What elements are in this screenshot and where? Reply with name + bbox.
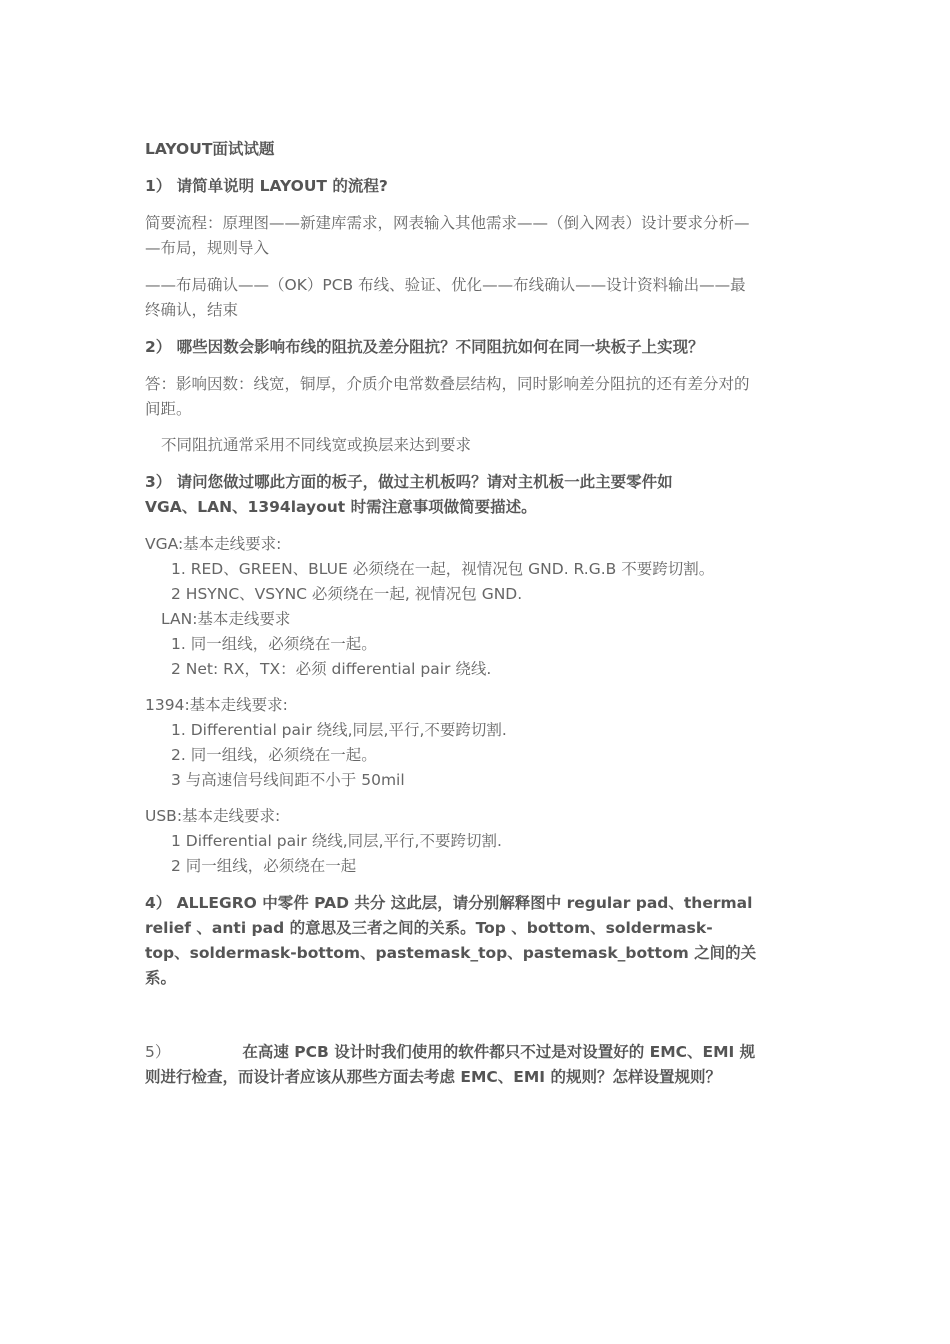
question-4-line: relief 、anti pad 的意思及三者之间的关系。Top 、bottom、soldermask- [145, 919, 713, 937]
question-5-line: 则进行检查，而设计者应该从那些方面去考虑 EMC、EMI 的规则？怎样设置规则？ [145, 1068, 721, 1086]
answer-1-line: 简要流程：原理图——新建库需求，网表输入其他需求——（倒入网表）设计要求分析— [145, 214, 750, 232]
ieee1394-item: 2. 同一组线，必须绕在一起。 [171, 746, 377, 764]
question-4-line: top、soldermask-bottom、pastemask_top、pastemask_bottom 之间的关 [145, 944, 757, 962]
question-1: 1） 请简单说明 LAYOUT 的流程? [145, 177, 388, 195]
answer-1-line: 终确认，结束 [145, 301, 239, 319]
vga-item: 2 HSYNC、VSYNC 必须绕在一起, 视情况包 GND. [171, 585, 523, 603]
lan-item: 2 Net: RX，TX：必须 differential pair 绕线. [171, 660, 492, 678]
answer-2-line: 答：影响因数：线宽，铜厚，介质介电常数叠层结构，同时影响差分阻抗的还有差分对的 [145, 375, 750, 393]
ieee1394-heading: 1394:基本走线要求: [145, 696, 288, 714]
answer-1-line: ——布局确认——（OK）PCB 布线、验证、优化——布线确认——设计资料输出——最 [145, 276, 746, 294]
lan-item: 1. 同一组线，必须绕在一起。 [171, 635, 377, 653]
question-3-line: 3） 请问您做过哪此方面的板子，做过主机板吗？请对主机板一此主要零件如 [145, 473, 673, 491]
usb-heading: USB:基本走线要求: [145, 807, 281, 825]
usb-item: 1 Differential pair 绕线,同层,平行,不要跨切割. [171, 832, 502, 850]
question-3-line: VGA、LAN、1394layout 时需注意事项做简要描述。 [145, 498, 537, 516]
vga-heading: VGA:基本走线要求: [145, 535, 282, 553]
answer-2-extra: 不同阻抗通常采用不同线宽或换层来达到要求 [161, 436, 472, 454]
vga-item: 1. RED、GREEN、BLUE 必须绕在一起，视情况包 GND. R.G.B 不要跨切割。 [171, 560, 715, 578]
lan-heading: LAN:基本走线要求 [161, 610, 291, 628]
question-4-line: 系。 [145, 969, 177, 987]
question-5-text: 在高速 PCB 设计时我们使用的软件都只不过是对设置好的 EMC、EMI 规 [242, 1043, 756, 1061]
answer-1-line: —布局，规则导入 [145, 239, 270, 257]
question-5-number: 5） [145, 1043, 171, 1061]
document-title: LAYOUT面试试题 [145, 140, 275, 158]
ieee1394-item: 3 与高速信号线间距不小于 50mil [171, 771, 405, 789]
usb-item: 2 同一组线，必须绕在一起 [171, 857, 357, 875]
ieee1394-item: 1. Differential pair 绕线,同层,平行,不要跨切割. [171, 721, 507, 739]
answer-2-line: 间距。 [145, 400, 192, 418]
question-4-line: 4） ALLEGRO 中零件 PAD 共分 这此层，请分别解释图中 regular pad、thermal [145, 894, 753, 912]
question-5-line-1 [145, 1040, 755, 1065]
question-2: 2） 哪些因数会影响布线的阻抗及差分阻抗？不同阻抗如何在同一块板子上实现？ [145, 338, 704, 356]
